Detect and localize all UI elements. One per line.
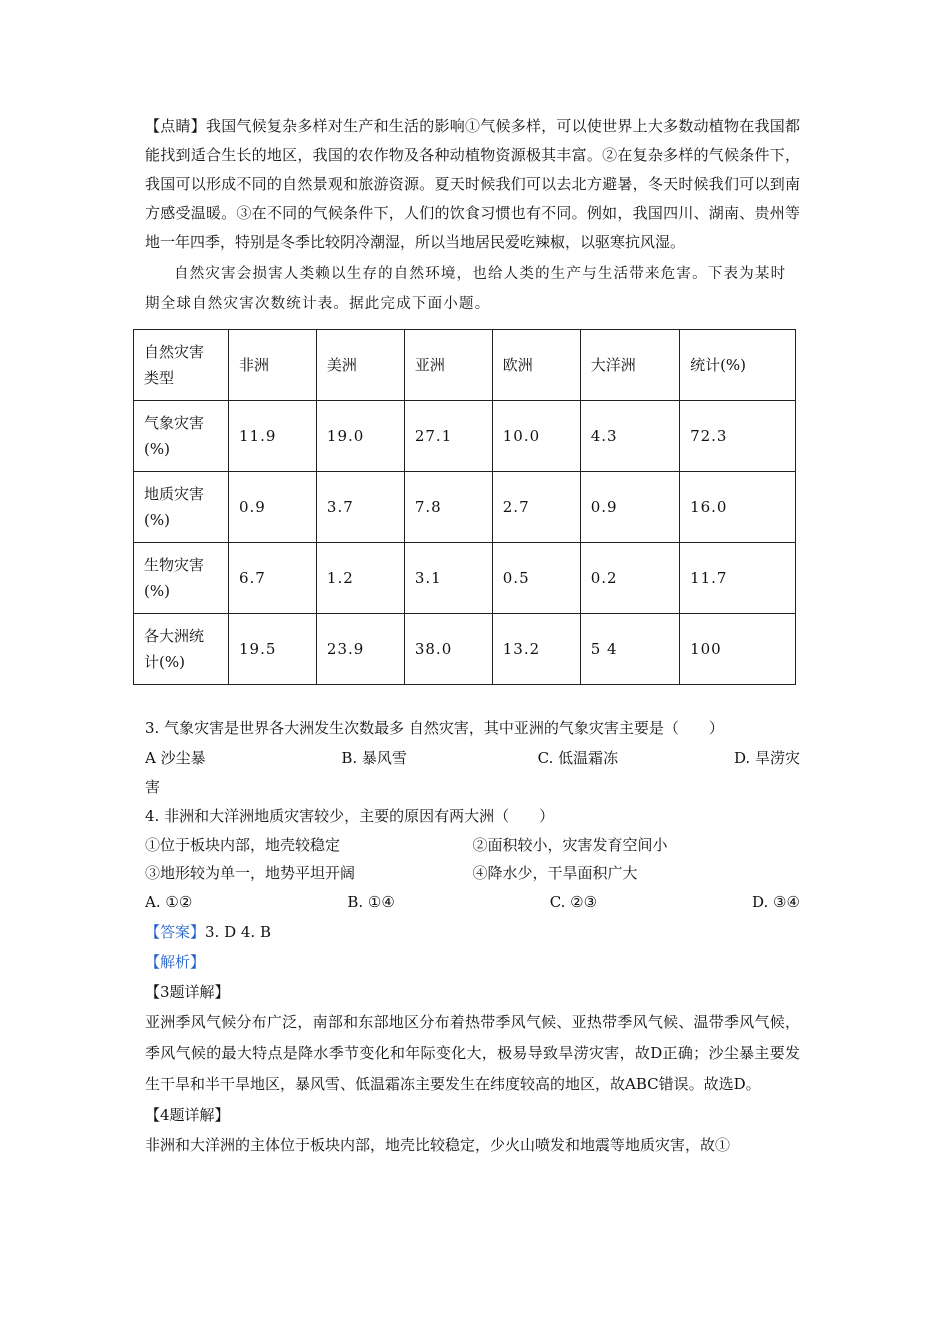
q4-statement-1: ①位于板块内部，地壳较稳定	[145, 836, 341, 854]
disaster-statistics-table	[133, 329, 796, 685]
table-cell: 16.0	[680, 472, 796, 543]
q4-option-c: C. ②③	[549, 893, 598, 911]
table-cell: 7.8	[404, 472, 492, 543]
tip-paragraph	[145, 112, 800, 257]
intro-paragraph: 自然灾害会损害人类赖以生存的自然环境，也给人类的生产与生活带来危害。下表为某时期全球自然灾害次数统计表。据此完成下面小题。	[145, 266, 787, 312]
table-cell: 27.1	[404, 401, 492, 472]
q4-option-d: D. ③④	[752, 893, 800, 911]
table-cell: 13.2	[492, 614, 580, 685]
table-cell: 100	[680, 614, 796, 685]
table-cell: 5 4	[580, 614, 679, 685]
table-row	[134, 401, 796, 472]
tip-text: 我国气候复杂多样对生产和生活的影响①气候多样，可以使世界上大多数动植物在我国都能找到适合生长的地区，我国的农作物及各种动植物资源极其丰富。②在复杂多样的气候条件下，我国可以形成不同的自然景观和旅游资源。夏天时候我们可以去北方避暑，冬天时候我们可以到南方感受温暖。③在不同的气候条件下，人们的饮食习惯也有不同。例如，我国四川、湖南、贵州等地一年四季，特别是冬季比较阴冷潮湿，所以当地居民爱吃辣椒，以驱寒抗风湿。	[145, 117, 800, 251]
table-row	[134, 543, 796, 614]
table-row	[134, 614, 796, 685]
table-cell: 0.9	[229, 472, 317, 543]
q4-option-a: A. ①②	[145, 893, 193, 911]
table-cell: 3.7	[316, 472, 404, 543]
table-cell: 2.7	[492, 472, 580, 543]
q3-option-b: B. 暴风雪	[341, 749, 407, 767]
detail-3-heading: 【3题详解】	[145, 983, 230, 1001]
table-cell: 10.0	[492, 401, 580, 472]
table-header-cell: 统计(%)	[680, 330, 796, 401]
q4-statement-3: ③地形较为单一，地势平坦开阔	[145, 864, 356, 882]
table-cell: 19.0	[316, 401, 404, 472]
detail-3-text: 亚洲季风气候分布广泛，南部和东部地区分布着热带季风气候、亚热带季风气候、温带季风气候，季风气候的最大特点是降水季节变化和年际变化大，极易导致旱涝灾害，故D正确；沙尘暴主要发生干旱和半干旱地区，暴风雪、低温霜冻主要发生在纬度较高的地区，故ABC错误。故选D。	[145, 1013, 800, 1093]
question-4-stem: 4. 非洲和大洋洲地质灾害较少，主要的原因有两大洲（ ）	[145, 807, 555, 825]
q4-statement-2: ②面积较小，灾害发育空间小	[472, 836, 668, 854]
table-cell: 0.9	[580, 472, 679, 543]
document-page	[145, 112, 800, 1161]
table-cell: 0.2	[580, 543, 679, 614]
q3-option-a: A 沙尘暴	[145, 749, 206, 767]
q4-statement-4: ④降水少，干旱面积广大	[472, 864, 638, 882]
question-3-options	[145, 743, 800, 773]
table-row	[134, 472, 796, 543]
table-cell: 3.1	[404, 543, 492, 614]
table-header-cell: 非洲	[229, 330, 317, 401]
table-cell: 1.2	[316, 543, 404, 614]
table-row-label: 气象灾害(%)	[134, 401, 229, 472]
answer-label: 【答案】	[145, 923, 206, 941]
question-3-stem: 3. 气象灾害是世界各大洲发生次数最多 自然灾害，其中亚洲的气象灾害主要是（ ）	[145, 719, 724, 737]
answer-text: 3. D 4. B	[205, 923, 271, 941]
q3-option-c: C. 低温霜冻	[537, 749, 619, 767]
table-cell: 6.7	[229, 543, 317, 614]
table-cell: 11.7	[680, 543, 796, 614]
table-header-cell: 大洋洲	[580, 330, 679, 401]
table-header-cell: 美洲	[316, 330, 404, 401]
table-header-cell: 亚洲	[404, 330, 492, 401]
table-cell: 11.9	[229, 401, 317, 472]
table-header-cell: 欧洲	[492, 330, 580, 401]
table-row-label: 生物灾害(%)	[134, 543, 229, 614]
table-cell: 23.9	[316, 614, 404, 685]
detail-4-heading: 【4题详解】	[145, 1106, 230, 1124]
table-cell: 4.3	[580, 401, 679, 472]
tip-label: 【点睛】	[145, 117, 206, 135]
q4-statements-row-1	[145, 831, 800, 859]
table-header-cell: 自然灾害类型	[134, 330, 229, 401]
table-cell: 19.5	[229, 614, 317, 685]
q4-statements-row-2	[145, 859, 800, 887]
table-row-label: 地质灾害(%)	[134, 472, 229, 543]
analysis-label: 【解析】	[145, 953, 206, 971]
answer-line	[145, 917, 800, 947]
table-cell: 72.3	[680, 401, 796, 472]
q3-option-d: D. 旱涝灾	[733, 749, 800, 767]
q3-option-d-wrap: 害	[145, 778, 161, 796]
table-header-row	[134, 330, 796, 401]
table-cell: 0.5	[492, 543, 580, 614]
table-cell: 38.0	[404, 614, 492, 685]
table-row-label: 各大洲统计(%)	[134, 614, 229, 685]
question-4-options	[145, 887, 800, 917]
detail-4-text: 非洲和大洋洲的主体位于板块内部，地壳比较稳定，少火山喷发和地震等地质灾害，故①	[145, 1136, 731, 1154]
q4-option-b: B. ①④	[347, 893, 395, 911]
